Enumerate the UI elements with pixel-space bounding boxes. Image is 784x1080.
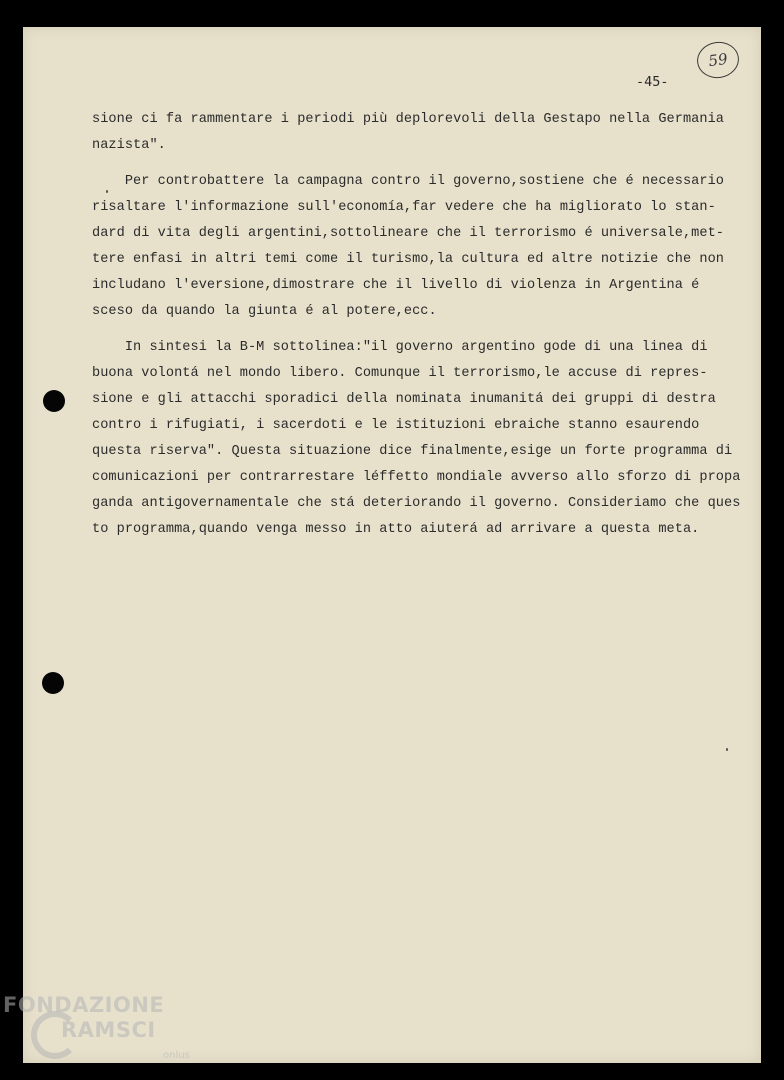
- text-line: sione ci fa rammentare i periodi più deplorevoli della Gestapo nella Germania: [92, 112, 724, 127]
- watermark-line2: RAMSCI: [61, 1018, 156, 1042]
- text-line: to programma,quando venga messo in atto aiuterá ad arrivare a questa meta.: [92, 522, 700, 537]
- text-line: tere enfasi in altri temi come il turismo,la cultura ed altre notizie che non: [92, 252, 724, 267]
- text-line: questa riserva". Questa situazione dice finalmente,esige un forte programma di: [92, 444, 733, 459]
- text-line: ganda antigovernamentale che stá deteriorando il governo. Consideriamo che ques: [92, 496, 741, 511]
- text-line: sione e gli attacchi sporadici della nominata inumanitá dei gruppi di destra: [92, 392, 716, 407]
- text-line: dard di vita degli argentini,sottolineare che il terrorismo é universale,met-: [92, 226, 724, 241]
- text-line: includano l'eversione,dimostrare che il livello di violenza in Argentina é: [92, 278, 700, 293]
- body-text: [92, 107, 752, 543]
- text-line: comunicazioni per contrarrestare léffetto mondiale avverso allo sforzo di propa: [92, 470, 741, 485]
- paragraph-3: [92, 335, 752, 543]
- page-number: -45-: [636, 74, 669, 90]
- text-line: nazista".: [92, 138, 166, 153]
- paper-speck: [106, 190, 108, 193]
- text-line: buona volontá nel mondo libero. Comunque il terrorismo,le accuse di repres-: [92, 366, 708, 381]
- archive-number: 59: [707, 49, 729, 71]
- text-line: Per controbattere la campagna contro il governo,sostiene che é necessario: [92, 174, 724, 189]
- text-line: sceso da quando la giunta é al potere,ecc.: [92, 304, 437, 319]
- watermark-line1: FONDAZIONE: [3, 993, 165, 1017]
- punch-hole: [43, 390, 65, 412]
- paragraph-1: [92, 107, 752, 159]
- archive-number-stamp: [695, 39, 742, 80]
- text-line: contro i rifugiati, i sacerdoti e le istituzioni ebraiche stanno esaurendo: [92, 418, 700, 433]
- text-line: risaltare l'informazione sull'economía,far vedere che ha migliorato lo stan-: [92, 200, 716, 215]
- fondazione-gramsci-watermark: [3, 993, 203, 1078]
- text-line: In sintesi la B-M sottolinea:"il governo argentino gode di una linea di: [92, 340, 708, 355]
- paragraph-2: [92, 169, 752, 325]
- paper-speck: [726, 748, 728, 751]
- watermark-line3: onlus: [163, 1050, 190, 1061]
- document-page: [23, 27, 761, 1063]
- punch-hole: [42, 672, 64, 694]
